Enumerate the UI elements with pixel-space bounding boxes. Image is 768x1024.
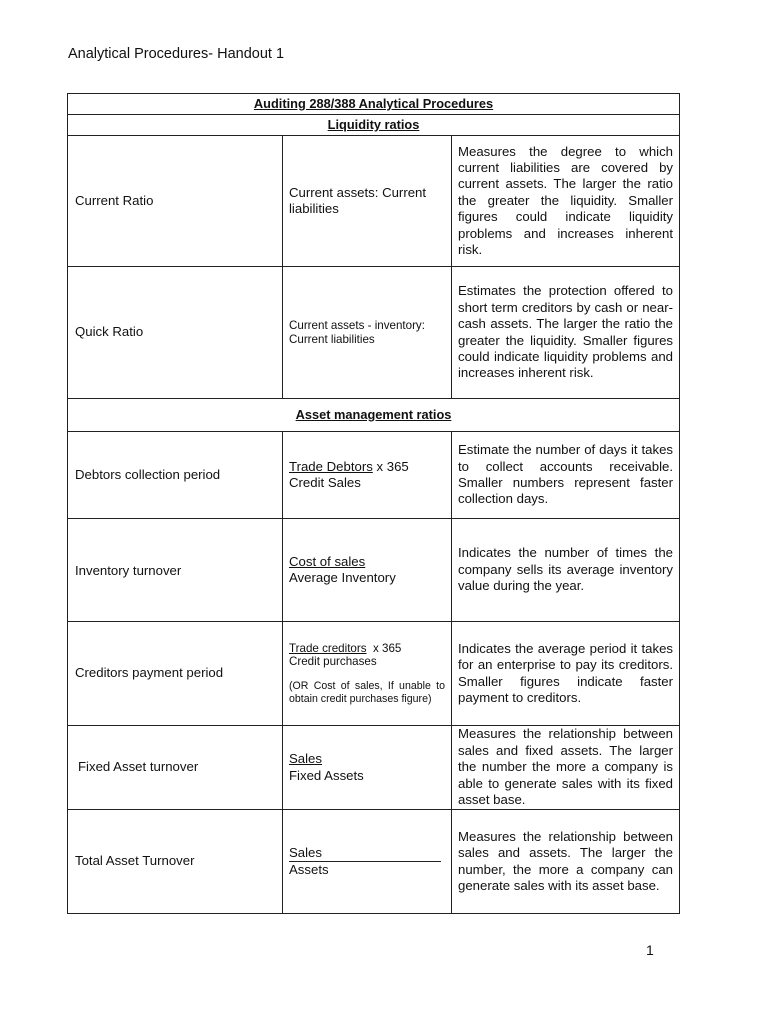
formula-line: Current assets - inventory: — [289, 319, 425, 332]
ratio-name: Quick Ratio — [68, 267, 283, 399]
formula-numerator: Trade Debtors — [289, 458, 373, 474]
formula-denominator: Credit Sales — [289, 475, 361, 490]
table-row — [68, 136, 680, 267]
formula-note: (OR Cost of sales, If unable to obtain credit purchases figure) — [289, 679, 445, 705]
table-row — [68, 726, 680, 810]
table-title-row — [68, 94, 680, 115]
table-row — [68, 519, 680, 622]
formula-multiplier: x 365 — [372, 458, 409, 474]
table-row — [68, 267, 680, 399]
ratio-description: Estimates the protection offered to short term creditors by cash or near-cash assets. The larger the ratio the greater the liquidity. Smaller figures could indicate liquidity problems and increases inherent risk. — [452, 267, 680, 399]
formula-numerator: Sales — [289, 845, 441, 862]
section-row-asset-management — [68, 399, 680, 432]
formula-numerator-line — [289, 642, 445, 656]
formula-line: Current liabilities — [289, 332, 375, 346]
ratio-description: Measures the degree to which current liabilities are covered by current assets. The larger the ratio the greater the liquidity. Smaller figures could indicate liquidity problems and increases inherent risk. — [452, 136, 680, 267]
formula-multiplier: x 365 — [366, 641, 402, 655]
ratio-name: Inventory turnover — [68, 519, 283, 622]
ratio-description: Estimate the number of days it takes to collect accounts receivable. Smaller numbers represent faster collection days. — [452, 432, 680, 519]
ratios-table — [67, 93, 680, 914]
ratio-formula — [283, 432, 452, 519]
ratio-description: Indicates the number of times the company sells its average inventory value during the year. — [452, 519, 680, 622]
table-row — [68, 622, 680, 726]
ratio-formula — [283, 810, 452, 914]
formula-numerator: Cost of sales — [289, 553, 366, 569]
ratio-name: Total Asset Turnover — [68, 810, 283, 914]
formula-numerator: Sales — [289, 751, 322, 767]
page-number: 1 — [646, 942, 654, 958]
ratio-name: Fixed Asset turnover — [68, 726, 283, 810]
ratio-formula — [283, 622, 452, 726]
formula-denominator: Fixed Assets — [289, 767, 364, 783]
ratio-description: Measures the relationship between sales and assets. The larger the number, the more a company can generate sales with its asset base. — [452, 810, 680, 914]
table-row — [68, 432, 680, 519]
ratio-description: Measures the relationship between sales and fixed assets. The larger the number the more a company is able to generate sales with its fixed asset base. — [452, 726, 680, 810]
formula-numerator: Trade creditors — [289, 641, 367, 655]
ratio-name: Creditors payment period — [68, 622, 283, 726]
section-heading-asset-management: Asset management ratios — [68, 399, 680, 432]
formula-numerator-line — [289, 459, 445, 475]
ratio-formula — [283, 267, 452, 399]
ratio-name: Current Ratio — [68, 136, 283, 267]
section-row-liquidity — [68, 115, 680, 136]
ratio-formula — [283, 726, 452, 810]
table-row — [68, 810, 680, 914]
formula-denominator: Credit purchases — [289, 655, 377, 668]
ratio-name: Debtors collection period — [68, 432, 283, 519]
ratio-formula — [283, 519, 452, 622]
ratio-description: Indicates the average period it takes for an enterprise to pay its creditors. Smaller figures indicate faster payment to creditors. — [452, 622, 680, 726]
document-header: Analytical Procedures- Handout 1 — [68, 46, 285, 62]
formula-denominator: Assets — [289, 861, 329, 877]
formula-denominator: Average Inventory — [289, 570, 396, 585]
section-heading-liquidity: Liquidity ratios — [68, 115, 680, 136]
ratio-formula: Current assets: Current liabilities — [283, 136, 452, 267]
table-title: Auditing 288/388 Analytical Procedures — [68, 94, 680, 115]
